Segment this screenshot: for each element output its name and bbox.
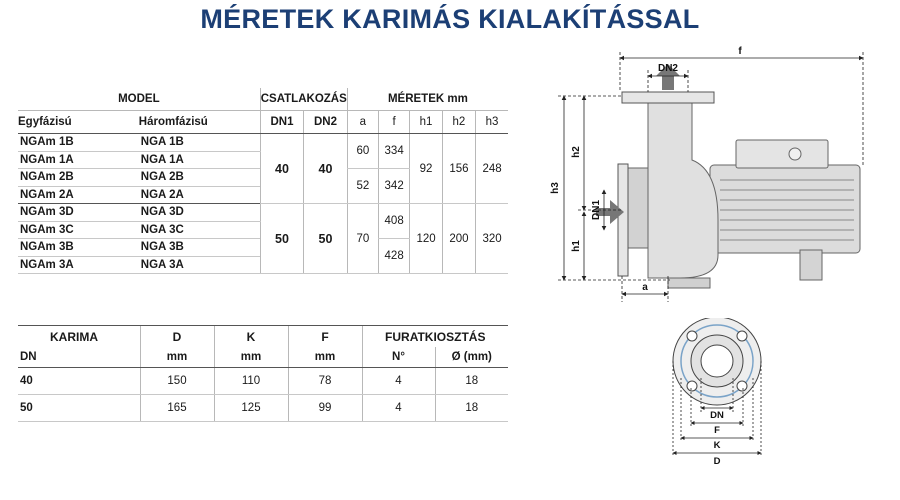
suction-flange	[618, 164, 628, 276]
model-single-phase: NGAm 1A	[18, 151, 139, 169]
h1-value: 92	[410, 134, 442, 204]
flange-f: 78	[288, 368, 362, 395]
h3-value: 248	[476, 134, 508, 204]
flange-hole-diameter: 18	[435, 395, 508, 422]
model-three-phase: NGA 3D	[139, 204, 260, 222]
connection-header: CSATLAKOZÁS	[260, 88, 347, 111]
dn2-header: DN2	[304, 111, 348, 134]
motor-body	[710, 140, 860, 280]
f-header: F	[288, 326, 362, 348]
f-value: 408	[378, 204, 409, 239]
dimensions-header: MÉRETEK mm	[347, 88, 508, 111]
flange-k: 110	[214, 368, 288, 395]
k-header: K	[214, 326, 288, 348]
pump-dimension-drawing	[540, 40, 885, 305]
page-title: MÉRETEK KARIMÁS KIALAKÍTÁSSAL	[200, 4, 700, 34]
model-single-phase: NGAm 2A	[18, 186, 139, 204]
flange-table	[18, 325, 508, 422]
table-row	[18, 395, 508, 422]
model-three-phase: NGA 1B	[139, 134, 260, 152]
single-phase-header: Egyfázisú	[18, 111, 139, 134]
three-phase-header: Háromfázisú	[139, 111, 260, 134]
label-h3: h3	[550, 182, 561, 194]
discharge-flange	[622, 92, 714, 103]
flange-face	[673, 318, 761, 405]
flange-dn: 40	[18, 368, 140, 395]
model-dimensions-table	[18, 88, 508, 274]
karima-header: KARIMA	[18, 326, 140, 348]
flange-dn: 50	[18, 395, 140, 422]
flange-f: 99	[288, 395, 362, 422]
flange-hole-count: 4	[362, 395, 435, 422]
h3-value: 320	[476, 204, 508, 274]
a-value: 52	[347, 169, 378, 204]
pump-housing	[626, 102, 718, 288]
flange-hole-count: 4	[362, 368, 435, 395]
h1-header: h1	[410, 111, 442, 134]
flange-hole-diameter: 18	[435, 368, 508, 395]
model-single-phase: NGAm 2B	[18, 169, 139, 187]
model-three-phase: NGA 3B	[139, 239, 260, 257]
a-header: a	[347, 111, 378, 134]
label-f: f	[738, 46, 742, 57]
f-value: 334	[378, 134, 409, 169]
a-value: 60	[347, 134, 378, 169]
label-h1: h1	[571, 240, 582, 252]
flange-k: 125	[214, 395, 288, 422]
model-single-phase: NGAm 3A	[18, 256, 139, 274]
label-flange-dn: DN	[710, 410, 724, 421]
flange-d: 150	[140, 368, 214, 395]
unit-mm: mm	[140, 347, 214, 368]
model-single-phase: NGAm 3D	[18, 204, 139, 222]
label-flange-k: K	[713, 440, 721, 451]
flange-d: 165	[140, 395, 214, 422]
model-single-phase: NGAm 1B	[18, 134, 139, 152]
h2-value: 200	[442, 204, 475, 274]
hole-count-header: N°	[362, 347, 435, 368]
d-header: D	[140, 326, 214, 348]
a-value: 70	[347, 204, 378, 274]
label-dn1: DN1	[591, 199, 602, 221]
model-single-phase: NGAm 3B	[18, 239, 139, 257]
holes-header: FURATKIOSZTÁS	[362, 326, 508, 348]
h2-value: 156	[442, 134, 475, 204]
f-value: 428	[378, 239, 409, 274]
model-three-phase: NGA 2B	[139, 169, 260, 187]
table-row	[18, 204, 508, 222]
model-header: MODEL	[18, 88, 260, 111]
hole-diameter-header: Ø (mm)	[435, 347, 508, 368]
label-flange-d: D	[713, 456, 721, 467]
dn1-value: 40	[260, 134, 304, 204]
model-three-phase: NGA 3A	[139, 256, 260, 274]
label-dn2: DN2	[657, 63, 679, 74]
unit-mm: mm	[288, 347, 362, 368]
h1-value: 120	[410, 204, 442, 274]
dn2-value: 50	[304, 204, 348, 274]
model-three-phase: NGA 2A	[139, 186, 260, 204]
label-a: a	[642, 282, 648, 293]
dn-header: DN	[18, 347, 140, 368]
h2-header: h2	[442, 111, 475, 134]
dn1-header: DN1	[260, 111, 304, 134]
table-row	[18, 134, 508, 152]
dn2-value: 40	[304, 134, 348, 204]
label-h2: h2	[571, 146, 582, 158]
f-header: f	[378, 111, 409, 134]
model-three-phase: NGA 3C	[139, 221, 260, 239]
table-row	[18, 368, 508, 395]
dn1-value: 50	[260, 204, 304, 274]
h3-header: h3	[476, 111, 508, 134]
model-three-phase: NGA 1A	[139, 151, 260, 169]
flange-dimension-drawing	[655, 318, 785, 468]
f-value: 342	[378, 169, 409, 204]
model-single-phase: NGAm 3C	[18, 221, 139, 239]
label-flange-f: F	[714, 425, 720, 436]
unit-mm: mm	[214, 347, 288, 368]
